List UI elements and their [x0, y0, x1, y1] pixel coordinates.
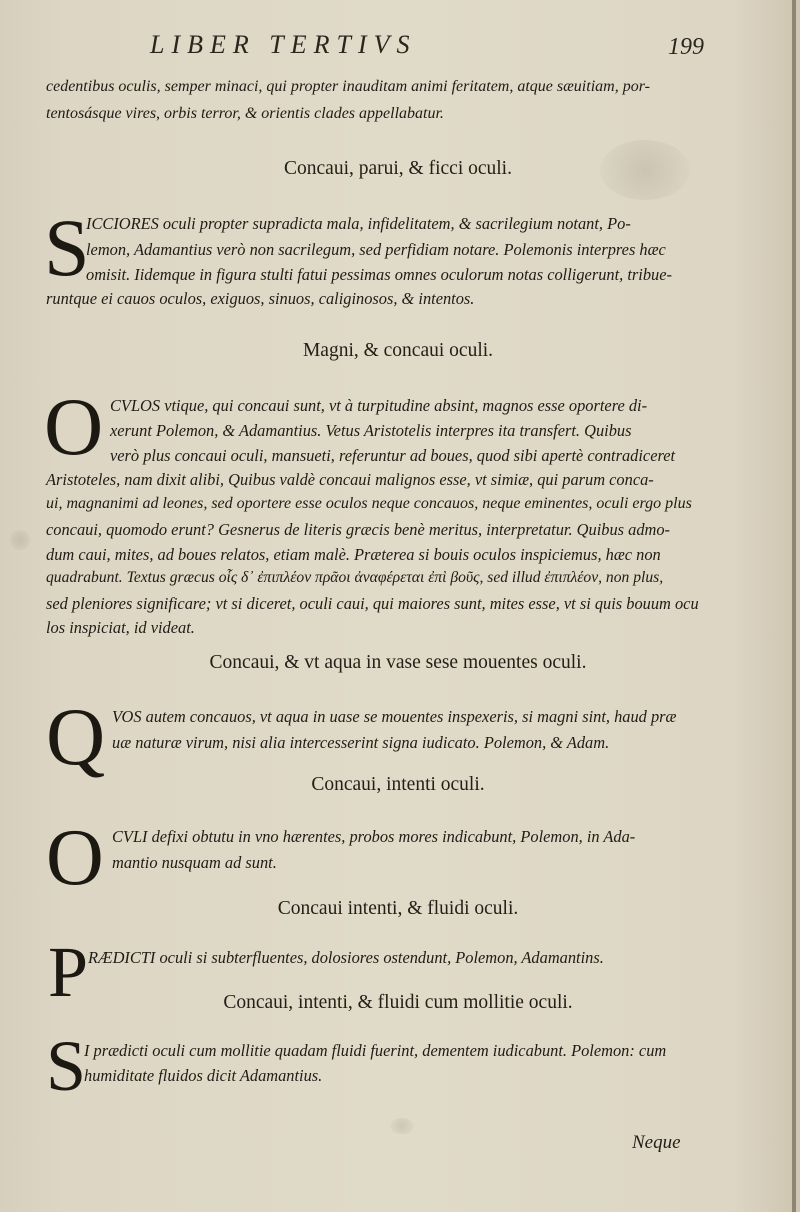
- text-line: CVLI defixi obtutu in vno hærentes, probos mores indicabunt, Polemon, in Ada-: [112, 827, 636, 846]
- text-line: VOS autem concauos, vt aqua in uase se mouentes inspexeris, si magni sint, haud præ: [112, 707, 677, 726]
- section-heading: Concaui, intenti oculi.: [311, 774, 485, 795]
- text-line: mantio nusquam ad sunt.: [112, 853, 277, 872]
- text-line: dum caui, mites, ad boues relatos, etiam malè. Præterea si bouis oculos inspiciemus, hæc non: [46, 545, 661, 564]
- text-line: sed pleniores significare; vt si diceret, oculi caui, qui maiores sunt, mites esse, vt si quis bouum ocu: [46, 594, 699, 613]
- section-heading: Magni, & concaui oculi.: [302, 340, 494, 361]
- text-line: omisit. Iidemque in figura stulti fatui pessimas omnes oculorum notas colligerunt, tribue-: [86, 265, 672, 284]
- text-line: CVLOS vtique, qui concaui sunt, vt à turpitudine absint, magnos esse oportere di-: [110, 396, 648, 415]
- drop-initial: S: [44, 202, 90, 293]
- text-line: runtque ei cauos oculos, exiguos, sinuos, caliginosos, & intentos.: [46, 289, 475, 308]
- page-edge: [792, 0, 796, 1212]
- paper-stain: [600, 140, 690, 200]
- paper-stain: [10, 530, 30, 550]
- text-line: cedentibus oculis, semper minaci, qui propter inauditam animi feritatem, atque sæuitiam, por-: [46, 78, 650, 95]
- section-heading: Concaui, intenti, & fluidi cum mollitie oculi.: [223, 992, 573, 1013]
- text-line: RÆDICTI oculi si subterfluentes, dolosiores ostendunt, Polemon, Adamantins.: [88, 948, 604, 967]
- text-line: I prædicti oculi cum mollitie quadam fluidi fuerint, dementem iudicabunt. Polemon: cum: [84, 1041, 667, 1060]
- text-line: Aristoteles, nam dixit alibi, Quibus valdè concaui malignos esse, vt simiæ, qui parum conca-: [46, 470, 654, 489]
- text-line: uæ naturæ virum, nisi alia intercesserint signa iudicato. Polemon, & Adam.: [112, 733, 610, 752]
- section-heading: Concaui intenti, & fluidi oculi.: [277, 898, 519, 919]
- running-head: LIBER TERTIVS: [150, 30, 417, 59]
- section-heading: Concaui, & vt aqua in vase sese mouentes oculi.: [209, 652, 587, 673]
- paper-stain: [390, 1118, 414, 1134]
- drop-initial: O: [46, 814, 104, 902]
- text-line: verò plus concaui oculi, mansueti, referuntur ad boues, quod sibi apertè contradiceret: [110, 446, 676, 465]
- text-line: ui, magnanimi ad leones, sed oportere esse oculos neque concauos, neque eminentes, oculi ergo plus: [46, 495, 692, 512]
- text-line: ICCIORES oculi propter supradicta mala, infidelitatem, & sacrilegium notant, Po-: [86, 214, 631, 233]
- text-line: quadrabunt. Textus græcus οἷς δ᾽ ἐπιπλέον πρᾶοι ἀναφέρεται ἐπὶ βοῦς, sed illud ἐπιπλέον, non plus,: [46, 569, 664, 586]
- drop-initial: O: [44, 381, 104, 472]
- drop-initial: P: [48, 932, 89, 1012]
- text-line: humiditate fluidos dicit Adamantius.: [84, 1066, 323, 1085]
- text-line: lemon, Adamantius verò non sacrilegum, sed perfidiam notare. Polemonis interpres hæc: [86, 240, 666, 259]
- text-line: los inspiciat, id videat.: [46, 618, 195, 637]
- page-number: 199: [668, 34, 704, 60]
- drop-initial: S: [46, 1026, 87, 1106]
- text-line: tentosásque vires, orbis terror, & orientis clades appellabatur.: [46, 105, 444, 122]
- section-heading: Concaui, parui, & ficci oculi.: [284, 158, 512, 179]
- text-line: concaui, quomodo erunt? Gesnerus de literis græcis benè meritus, interpretatur. Quibus admo-: [46, 520, 671, 539]
- drop-initial: Q: [46, 691, 106, 782]
- catchword: Neque: [632, 1132, 681, 1153]
- text-line: xerunt Polemon, & Adamantius. Vetus Aristotelis interpres ita transfert. Quibus: [110, 421, 632, 440]
